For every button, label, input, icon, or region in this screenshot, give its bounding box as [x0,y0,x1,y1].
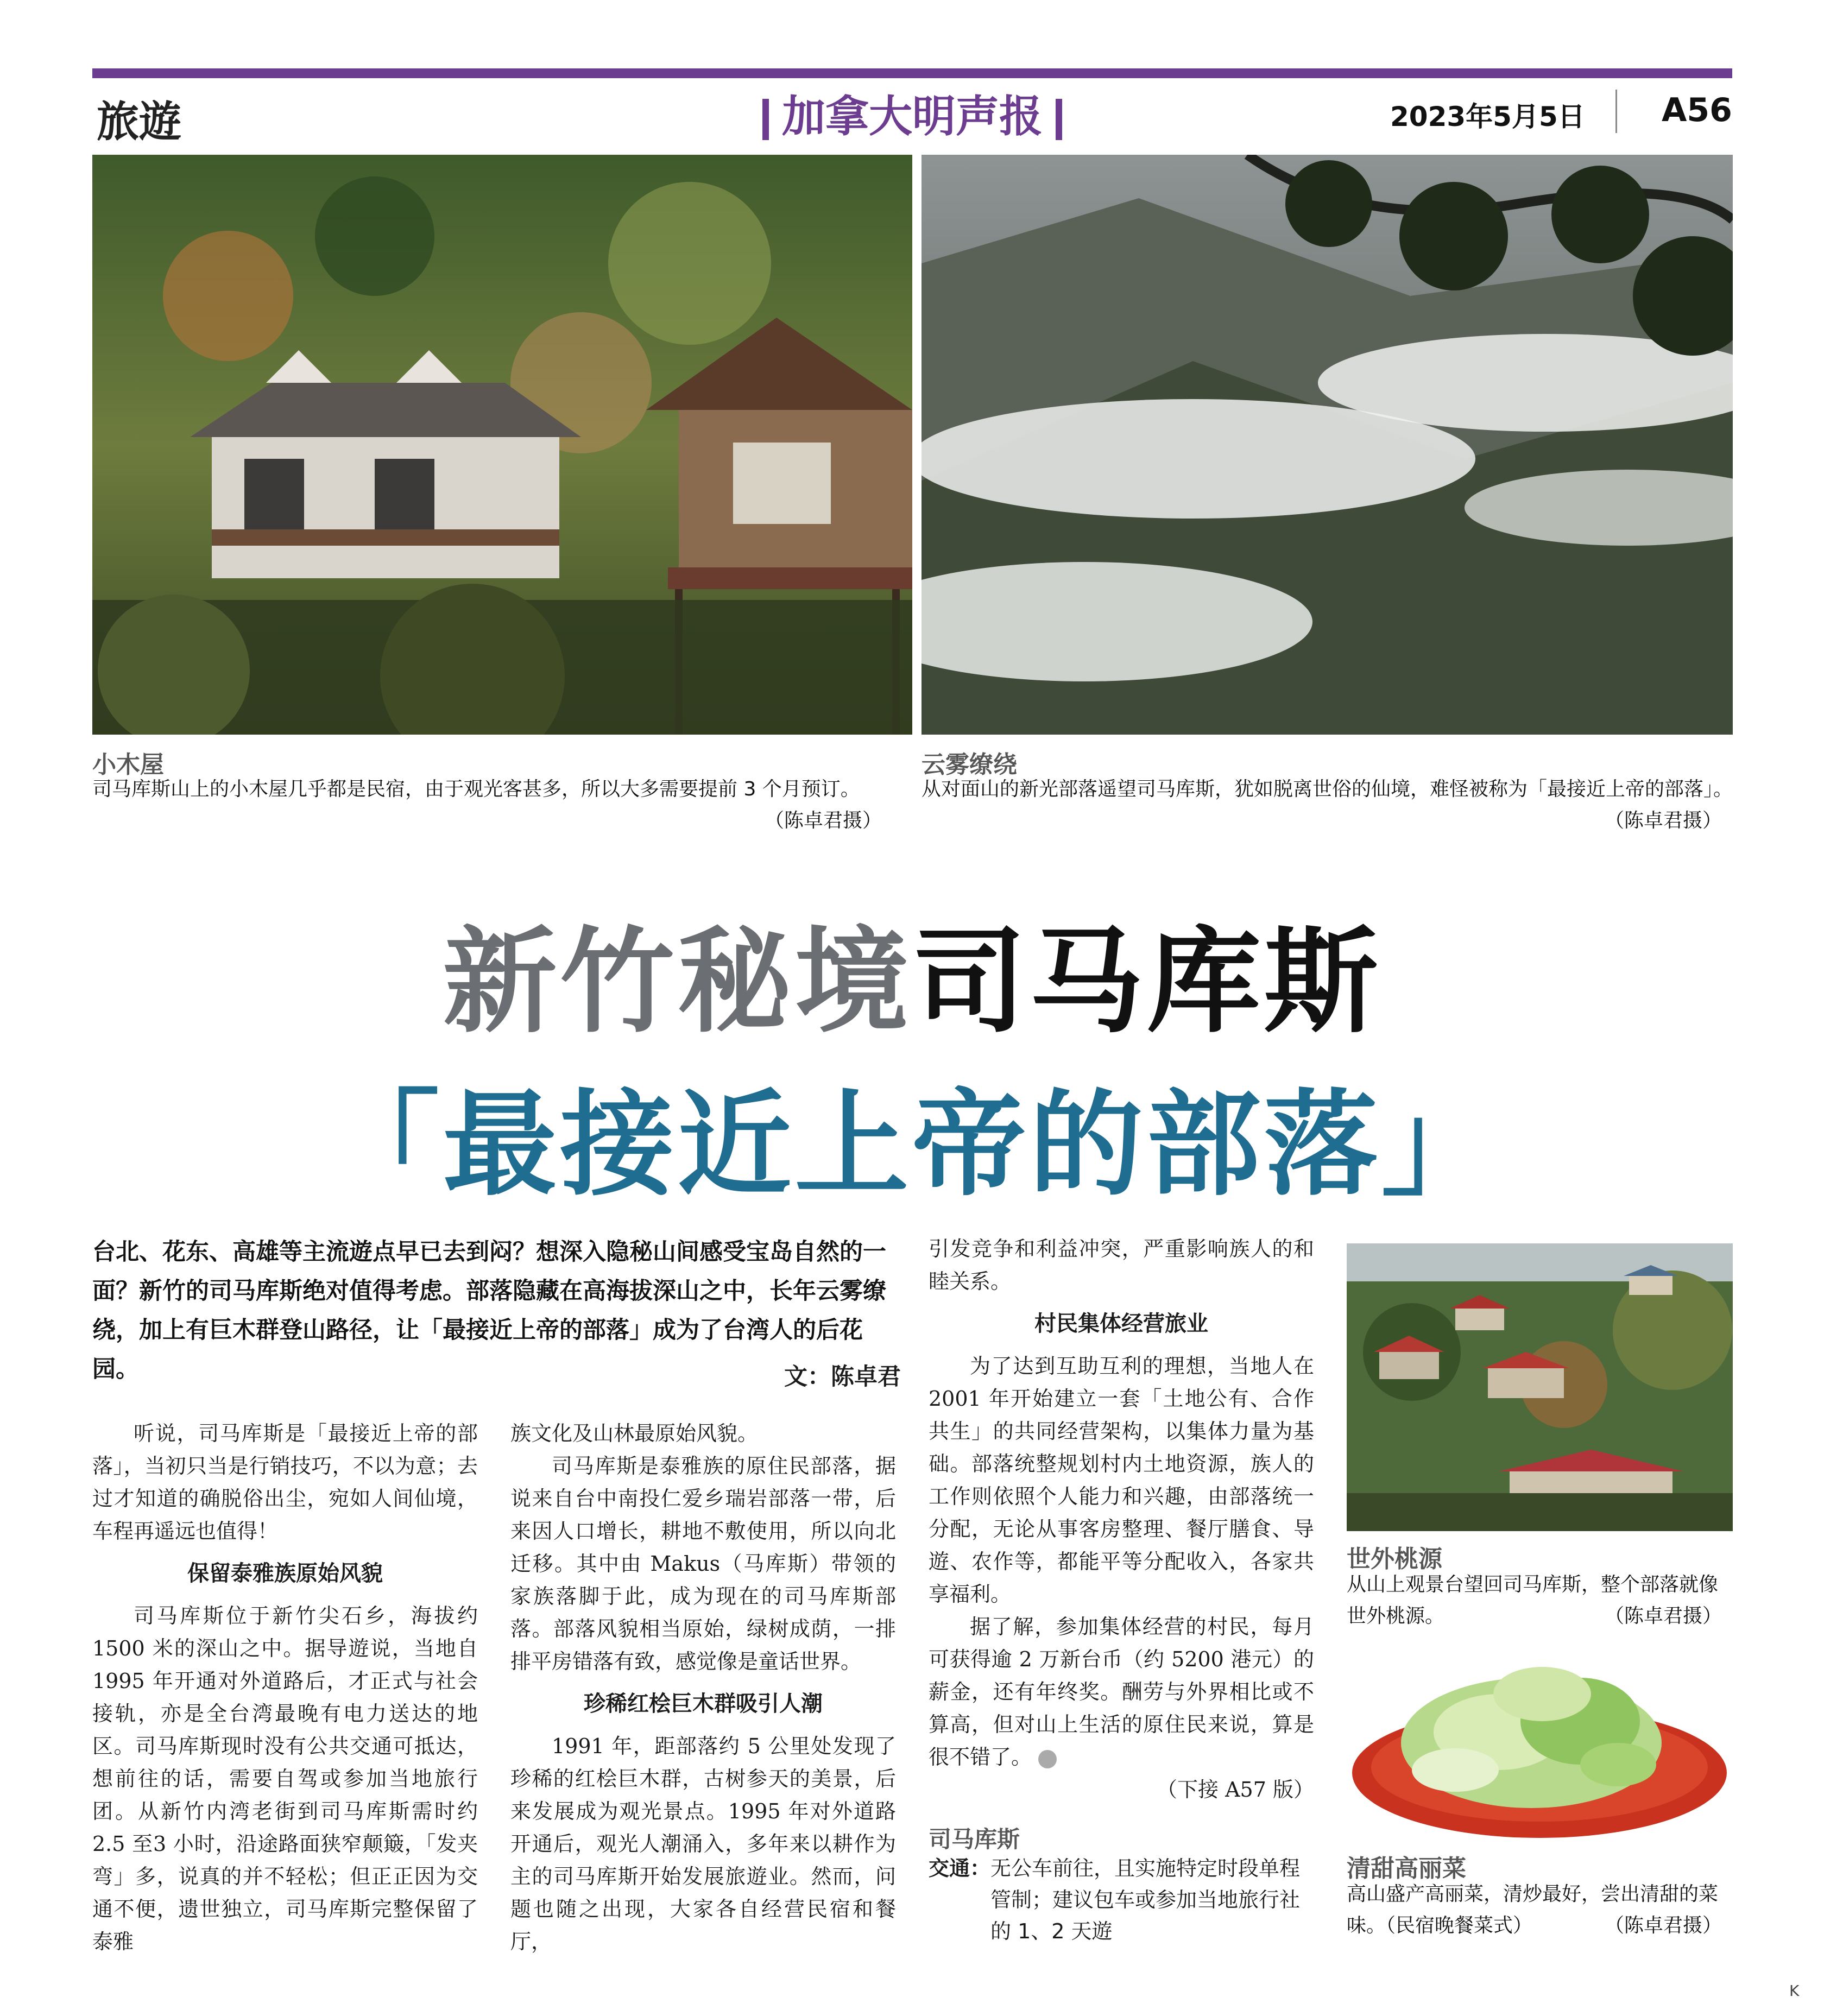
header-divider [1615,90,1617,133]
col3-paragraph-3 [929,1610,1314,1773]
issue-date: 2023年5月5日 [1390,101,1585,132]
col2-paragraph-3: 1991 年，距部落约 5 公里处发现了珍稀的红桧巨木群，古树参天的美景，后来发展成为观光景点。1995 年对外道路开通后，观光人潮涌入，多年来以耕作为主的司马库斯开始发展旅遊业。然而，问题也随之出现，大家各自经营民宿和餐厅， [510,1734,896,1954]
cabbage-photo [1347,1656,1733,1851]
headline-black: 司马库斯 [912,914,1381,1048]
corner-mark: K [1789,1982,1800,2000]
masthead [739,81,1086,144]
cabin-photo-art [92,155,912,735]
masthead-part-b: 明声报 [912,91,1043,142]
cabbage-photo-art [1347,1656,1733,1851]
info-box [929,1853,1320,1947]
info-text: 无公车前往，且实施特定时段单程管制；建议包车或参加当地旅行社的 1、2 天遊 [990,1856,1301,1943]
village-caption: 从山上观景台望回司马库斯，整个部落就像世外桃源。 [1347,1573,1719,1627]
column-1 [92,1417,478,1958]
headline-line2: 「最接近上帝的部落」 [325,1077,1499,1211]
clouds-photo [922,155,1733,735]
top-rule [92,68,1732,78]
continued-note: （下接 A57 版） [1157,1778,1314,1802]
col2-paragraph-1: 族文化及山林最原始风貌。 [510,1421,759,1445]
subheading-3: 村民集体经营旅业 [1034,1311,1208,1336]
village-photo-art [1347,1243,1733,1531]
byline: 文：陈卓君 [784,1363,901,1391]
clouds-caption: 从对面山的新光部落遥望司马库斯，犹如脱离世俗的仙境，难怪被称为「最接近上帝的部落」。 [922,778,1733,800]
cabbage-caption-title: 清甜高丽菜 [1347,1855,1466,1882]
page-number: A56 [1662,91,1732,129]
cabbage-caption: 高山盛产高丽菜，清炒最好，尝出清甜的菜味。（民宿晚餐菜式） [1347,1883,1719,1937]
clouds-credit: （陈卓君摄） [1605,810,1722,832]
cabin-caption: 司马库斯山上的小木屋几乎都是民宿，由于观光客甚多，所以大多需要提前 3 个月预订。 [92,778,860,800]
col1-paragraph-1: 听说，司马库斯是「最接近上帝的部落」，当初只当是行销技巧，不以为意；去过才知道的确脱俗出尘，宛如人间仙境，车程再遥远也值得！ [92,1421,478,1543]
cabin-photo [92,155,912,735]
masthead-bar-right [1056,99,1062,140]
village-caption-title: 世外桃源 [1347,1545,1442,1573]
section-label: 旅遊 [97,97,182,147]
end-dot-icon [1038,1750,1057,1768]
cabin-caption-title: 小木屋 [92,751,164,779]
clouds-caption-title: 云雾缭绕 [922,751,1017,779]
subheading-1: 保留泰雅族原始风貌 [187,1560,383,1586]
column-2 [510,1417,896,1958]
clouds-photo-art [922,155,1733,735]
subheading-2: 珍稀红桧巨木群吸引人潮 [584,1691,823,1716]
lead-paragraph: 台北、花东、高雄等主流遊点早已去到闷？想深入隐秘山间感受宝岛自然的一面？新竹的司马库斯绝对值得考虑。部落隐藏在高海拔深山之中，长年云雾缭绕，加上有巨木群登山路径，让「最接近上帝的部落」成为了台湾人的后花园。 [92,1238,886,1383]
col3-paragraph-2: 为了达到互助互利的理想，当地人在2001 年开始建立一套「土地公有、合作共生」的共同经营架构，以集体力量为基础。部落统整规划村内土地资源，族人的工作则依照个人能力和兴趣，由部落统一分配，无论从事客房整理、餐厅膳食、导遊、农作等，都能平等分配收入，各家共享福利。 [929,1354,1314,1606]
village-photo [1347,1243,1733,1531]
col2-paragraph-2: 司马库斯是泰雅族的原住民部落，据说来自台中南投仁爱乡瑞岩部落一带，后来因人口增长，耕地不敷使用，所以向北迁移。其中由 Makus（马库斯）带领的家族落脚于此，成为现在的司马库斯部落。部落风貌相当原始，绿树成荫，一排排平房错落有致，感觉像是童话世界。 [510,1454,896,1673]
cabbage-credit: （陈卓君摄） [1605,1914,1722,1937]
col3-paragraph-3-text: 据了解，参加集体经营的村民，每月可获得逾 2 万新台币（约 5200 港元）的薪金，还有年终奖。酬劳与外界相比或不算高，但对山上生活的原住民来说，算是很不错了。 [929,1615,1314,1769]
info-label: 交通： [929,1856,991,1880]
masthead-bar-left [762,99,769,140]
col1-paragraph-2: 司马库斯位于新竹尖石乡，海拔约1500 米的深山之中。据导遊说，当地自1995 年开通对外道路后，才正式与社会接轨，亦是全台湾最晚有电力送达的地区。司马库斯现时没有公共交通可抵达，想前往的话，需要自驾或参加当地旅行团。从新竹内湾老街到司马库斯需时约 2.5 至3 小时，沿途路面狭窄颠簸，「发夹弯」多，说真的并不轻松；但正正因为交通不便，遗世独立，司马库斯完整保留了泰雅 [92,1604,478,1954]
masthead-part-a: 加拿大 [782,91,912,142]
column-3 [929,1233,1314,1806]
village-credit: （陈卓君摄） [1605,1605,1722,1627]
info-title: 司马库斯 [929,1826,1020,1853]
col3-paragraph-1: 引发竞争和利益冲突，严重影响族人的和睦关系。 [929,1237,1314,1293]
headline-gray: 新竹秘境 [443,914,912,1048]
cabin-credit: （陈卓君摄） [765,810,882,832]
headline-line1 [0,890,1824,1054]
